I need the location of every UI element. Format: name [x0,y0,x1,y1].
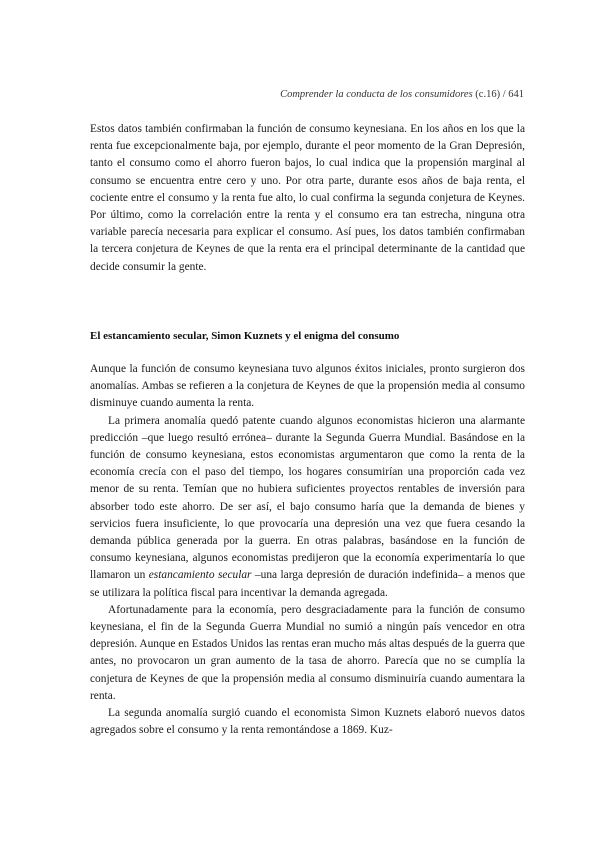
intro-text-block [90,121,525,276]
section-paragraph-4: La segunda anomalía surgió cuando el economista Simon Kuznets elaboró nuevos datos agregados sobre el consumo y la renta remontándose a 1869. Kuz- [90,707,525,737]
section-text-block [90,361,525,739]
section-heading: El estancamiento secular, Simon Kuznets y el enigma del consumo [90,330,400,342]
section-paragraph-1: Aunque la función de consumo keynesiana tuvo algunos éxitos iniciales, pronto surgieron dos anomalías. Ambas se refieren a la conjetura de Keynes de que la propensión media al consumo disminuye cuando aumenta la renta. [90,363,525,410]
page-number: 641 [508,89,524,100]
paragraph-2-text-start: La primera anomalía quedó patente cuando algunos economistas hicieron una alarmante predicción –que luego resultó errónea– durante la Segunda Guerra Mundial. Basándose en la función de consumo keynesiana, estos economistas argumentaron que como la renta de la economía crecía con el paso del tiempo, los hogares consumirían una proporción cada vez menor de su renta. Temían que no hubiera suficientes proyectos rentables de inversión para absorber todo este ahorro. De ser así, el bajo consumo haría que la demanda de bienes y servicios fuera insuficiente, lo que provocaría una depresión una vez que fuera cesando la demanda pública generada por la guerra. En otras palabras, basándose en la función de consumo keynesiana, algunos economistas predijeron que la economía experimentaría lo que llamaron un [90,414,525,582]
running-header-chapter: (c.16) [475,89,501,100]
running-header-title: Comprender la conducta de los consumidores [280,89,473,100]
section-paragraph-2 [90,413,525,602]
section-paragraph-3: Afortunadamente para la economía, pero desgraciadamente para la función de consumo keynesiana, el fin de la Segunda Guerra Mundial no sumió a ningún país vencedor en otra depresión. Aunque en Estados Unidos las rentas eran mucho más altas después de la guerra que antes, no provocaron un gran aumento de la tasa de ahorro. Parecía que no se cumplía la conjetura de Keynes de que la propensión media al consumo disminuiría cuando aumentara la renta. [90,603,525,702]
paragraph-2-text-end: –una larga depresión de duración indefinida– a menos que se utilizara la política fiscal para incentivar la demanda agregada. [90,569,525,599]
running-header [280,89,524,100]
emphasis-estancamiento-secular: estancamiento secular [148,569,252,582]
running-header-separator: / [502,89,506,100]
intro-paragraph: Estos datos también confirmaban la función de consumo keynesiana. En los años en los que la renta fue excepcionalmente baja, por ejemplo, durante el peor momento de la Gran Depresión, tanto el consumo como el ahorro fueron bajos, lo cual indica que la propensión marginal al consumo se encuentra entre cero y uno. Por otra parte, durante esos años de baja renta, el cociente entre el consumo y la renta fue alto, lo cual confirma la segunda conjetura de Keynes. Por último, como la correlación entre la renta y el consumo era tan estrecha, ninguna otra variable parecía necesaria para explicar el consumo. Así pues, los datos también confirmaban la tercera conjetura de Keynes de que la renta era el principal determinante de la cantidad que decide consumir la gente. [90,123,525,273]
